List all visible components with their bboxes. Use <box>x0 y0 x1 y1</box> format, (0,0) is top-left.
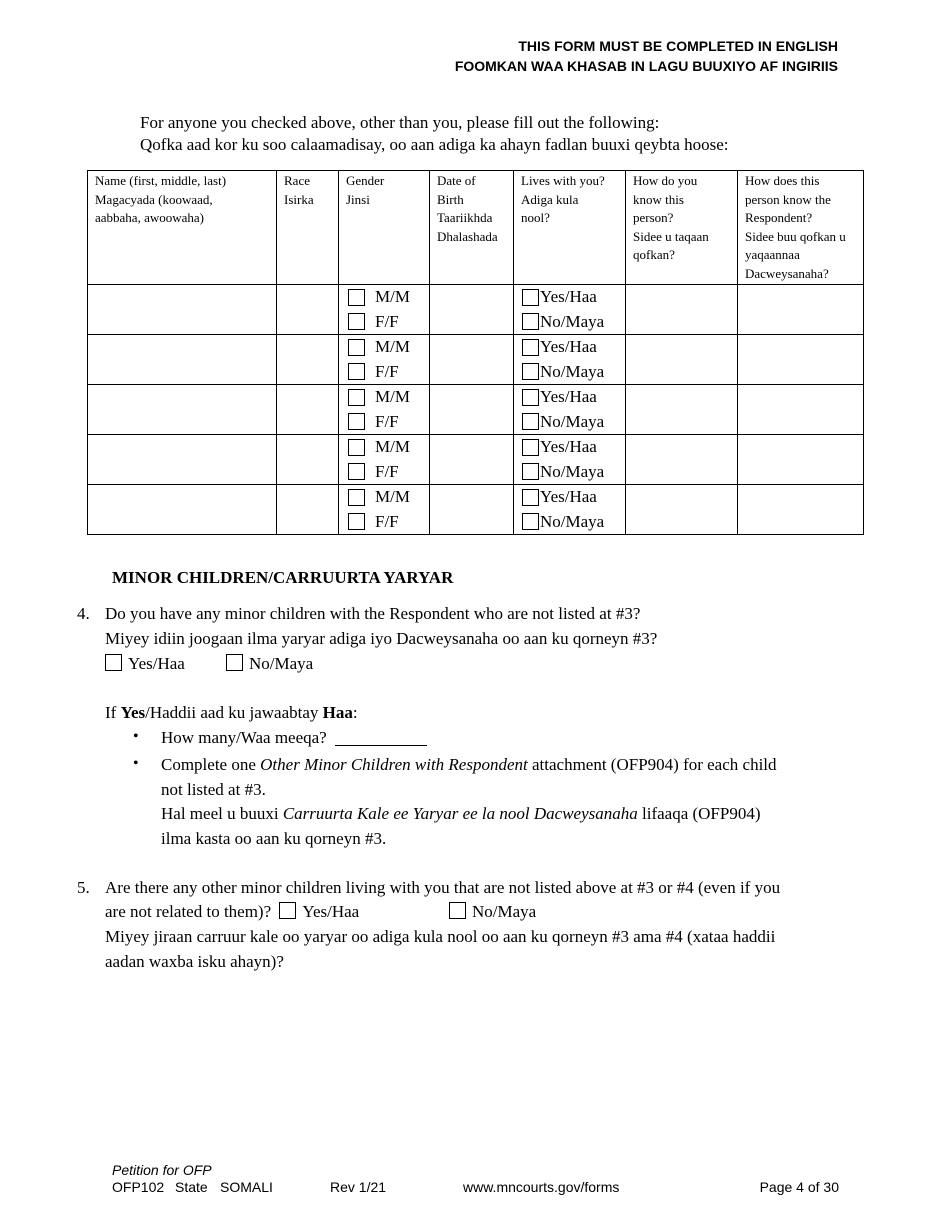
lives-no-label: No/Maya <box>540 461 605 481</box>
lives-no-checkbox[interactable] <box>522 363 539 380</box>
lives-yes-option <box>514 285 625 310</box>
footer-rev: Rev 1/21 <box>330 1179 387 1195</box>
lives-yes-label: Yes/Haa <box>540 387 597 407</box>
lives-yes-option <box>514 485 625 510</box>
gender-female-label: F/F <box>375 461 399 481</box>
lives-with-cell <box>514 485 626 535</box>
race-cell[interactable] <box>277 335 339 385</box>
footer-url[interactable]: www.mncourts.gov/forms <box>463 1179 620 1195</box>
q4-how-many <box>161 726 427 751</box>
lives-yes-label: Yes/Haa <box>540 287 597 307</box>
lives-no-option <box>514 460 625 485</box>
lives-with-cell <box>514 285 626 335</box>
gender-male-label: M/M <box>375 387 410 407</box>
header-respondent-know: How does this person know the Respondent? Sidee buu qofkan u yaqaannaa Dacweysanaha? <box>738 171 864 285</box>
gender-cell <box>339 285 430 335</box>
race-cell[interactable] <box>277 435 339 485</box>
how-know-cell[interactable] <box>626 335 738 385</box>
gender-male-checkbox[interactable] <box>348 289 365 306</box>
lives-no-label: No/Maya <box>540 361 605 381</box>
gender-male-option <box>339 485 429 510</box>
lives-yes-label: Yes/Haa <box>540 487 597 507</box>
q4-no-option <box>226 652 313 677</box>
how-know-cell[interactable] <box>626 285 738 335</box>
lives-no-label: No/Maya <box>540 311 605 331</box>
dob-cell[interactable] <box>430 485 514 535</box>
q5-yes-label: Yes/Haa <box>302 902 360 921</box>
gender-cell <box>339 485 430 535</box>
gender-female-checkbox[interactable] <box>348 513 365 530</box>
lives-with-cell <box>514 435 626 485</box>
gender-cell <box>339 385 430 435</box>
lives-no-label: No/Maya <box>540 411 605 431</box>
race-cell[interactable] <box>277 285 339 335</box>
gender-cell <box>339 335 430 385</box>
gender-female-label: F/F <box>375 361 399 381</box>
lives-no-checkbox[interactable] <box>522 463 539 480</box>
household-members-table <box>87 170 864 535</box>
name-cell[interactable] <box>88 435 277 485</box>
q4-english: Do you have any minor children with the Respondent who are not listed at #3? <box>105 604 641 623</box>
race-cell[interactable] <box>277 485 339 535</box>
q4-yes-label: Yes/Haa <box>128 654 185 673</box>
gender-female-checkbox[interactable] <box>348 363 365 380</box>
q4-if-yes: If Yes/Haddii aad ku jawaabtay Haa: <box>105 703 358 722</box>
q4-number: 4. <box>77 604 90 623</box>
table-row <box>88 335 864 385</box>
q5-yes-checkbox[interactable] <box>279 902 296 919</box>
q4-yes-checkbox[interactable] <box>105 654 122 671</box>
dob-cell[interactable] <box>430 285 514 335</box>
lives-no-option <box>514 310 625 335</box>
lives-yes-checkbox[interactable] <box>522 489 539 506</box>
header-race: Race Isirka <box>277 171 339 285</box>
lives-no-option <box>514 360 625 385</box>
lives-yes-label: Yes/Haa <box>540 437 597 457</box>
footer-form-id: OFP102 <box>112 1179 165 1195</box>
gender-male-option <box>339 385 429 410</box>
lives-with-cell <box>514 385 626 435</box>
q5-number: 5. <box>77 878 90 897</box>
bullet-icon: • <box>133 728 139 745</box>
gender-female-checkbox[interactable] <box>348 463 365 480</box>
lives-with-cell <box>514 335 626 385</box>
gender-male-label: M/M <box>375 487 410 507</box>
header-line-somali: FOOMKAN WAA KHASAB IN LAGU BUUXIYO AF INGIRIIS <box>454 58 838 74</box>
gender-male-label: M/M <box>375 287 410 307</box>
gender-female-checkbox[interactable] <box>348 313 365 330</box>
gender-male-checkbox[interactable] <box>348 389 365 406</box>
how-know-cell[interactable] <box>626 485 738 535</box>
gender-female-label: F/F <box>375 511 399 531</box>
header-line-english: THIS FORM MUST BE COMPLETED IN ENGLISH <box>518 38 838 54</box>
q5-somali-line2: aadan waxba isku ahayn)? <box>105 952 284 971</box>
q4-how-many-label: How many/Waa meeqa? <box>161 728 327 747</box>
table-row <box>88 435 864 485</box>
q5-no-option <box>449 900 536 925</box>
q5-no-checkbox[interactable] <box>449 902 466 919</box>
footer-title: Petition for OFP <box>112 1162 212 1178</box>
lives-no-option <box>514 410 625 435</box>
lives-yes-checkbox[interactable] <box>522 439 539 456</box>
q4-no-checkbox[interactable] <box>226 654 243 671</box>
respondent-know-cell[interactable] <box>738 385 864 435</box>
footer-page: Page 4 of 30 <box>759 1179 839 1195</box>
race-cell[interactable] <box>277 385 339 435</box>
lives-yes-option <box>514 335 625 360</box>
respondent-know-cell[interactable] <box>738 485 864 535</box>
dob-cell[interactable] <box>430 335 514 385</box>
lives-yes-checkbox[interactable] <box>522 289 539 306</box>
gender-female-option <box>339 360 429 385</box>
q4-no-label: No/Maya <box>249 654 314 673</box>
header-name: Name (first, middle, last) Magacyada (koowaad, aabbaha, awoowaha) <box>88 171 277 285</box>
name-cell[interactable] <box>88 335 277 385</box>
q5-somali-line1: Miyey jiraan carruur kale oo yaryar oo adiga kula nool oo aan ku qorneyn #3 ama #4 (xataa haddii <box>105 927 776 946</box>
name-cell[interactable] <box>88 285 277 335</box>
q4-complete-line2: not listed at #3. <box>161 780 266 799</box>
q4-somali-line2: ilma kasta oo aan ku qorneyn #3. <box>161 829 387 848</box>
name-cell[interactable] <box>88 385 277 435</box>
gender-male-checkbox[interactable] <box>348 339 365 356</box>
gender-male-label: M/M <box>375 437 410 457</box>
footer-state: State <box>175 1179 208 1195</box>
dob-cell[interactable] <box>430 435 514 485</box>
respondent-know-cell[interactable] <box>738 285 864 335</box>
lives-yes-option <box>514 385 625 410</box>
gender-cell <box>339 435 430 485</box>
header-gender: Gender Jinsi <box>339 171 430 285</box>
respondent-know-cell[interactable] <box>738 435 864 485</box>
gender-male-option <box>339 435 429 460</box>
form-header <box>455 36 838 76</box>
q4-somali: Miyey idiin joogaan ilma yaryar adiga iyo Dacweysanaha oo aan ku qorneyn #3? <box>105 629 658 648</box>
header-lives-with: Lives with you? Adiga kula nool? <box>514 171 626 285</box>
lives-no-label: No/Maya <box>540 511 605 531</box>
gender-female-option <box>339 460 429 485</box>
name-cell[interactable] <box>88 485 277 535</box>
intro-english: For anyone you checked above, other than you, please fill out the following: <box>140 113 660 132</box>
gender-female-label: F/F <box>375 411 399 431</box>
respondent-know-cell[interactable] <box>738 335 864 385</box>
table-header-row <box>88 171 864 285</box>
table-row <box>88 385 864 435</box>
lives-no-checkbox[interactable] <box>522 413 539 430</box>
q5-no-label: No/Maya <box>472 902 537 921</box>
q4-yes-option <box>105 652 185 677</box>
how-know-cell[interactable] <box>626 435 738 485</box>
table-row <box>88 485 864 535</box>
header-dob: Date of Birth Taariikhda Dhalashada <box>430 171 514 285</box>
gender-male-option <box>339 335 429 360</box>
gender-male-checkbox[interactable] <box>348 439 365 456</box>
gender-male-option <box>339 285 429 310</box>
gender-female-checkbox[interactable] <box>348 413 365 430</box>
q5-english-line1: Are there any other minor children living with you that are not listed above at #3 or #4 (even if you <box>105 878 781 897</box>
how-many-input[interactable] <box>335 727 427 746</box>
table-row <box>88 285 864 335</box>
q4-somali-line1: Hal meel u buuxi Carruurta Kale ee Yaryar ee la nool Dacweysanaha lifaaqa (OFP904) <box>161 804 761 823</box>
gender-female-option <box>339 410 429 435</box>
bullet-icon: • <box>133 755 139 772</box>
gender-female-option <box>339 510 429 535</box>
lives-no-option <box>514 510 625 535</box>
footer-language: SOMALI <box>220 1179 273 1195</box>
intro-somali: Qofka aad kor ku soo calaamadisay, oo aan adiga ka ahayn fadlan buuxi qeybta hoose: <box>140 135 729 154</box>
lives-no-checkbox[interactable] <box>522 313 539 330</box>
q4-complete-line1: Complete one Other Minor Children with Respondent attachment (OFP904) for each child <box>161 755 777 774</box>
q5-english-line2: are not related to them)? Yes/Haa <box>105 902 360 921</box>
header-how-know: How do you know this person? Sidee u taqaan qofkan? <box>626 171 738 285</box>
section-title: MINOR CHILDREN/CARRUURTA YARYAR <box>112 568 454 587</box>
lives-yes-option <box>514 435 625 460</box>
lives-no-checkbox[interactable] <box>522 513 539 530</box>
gender-female-label: F/F <box>375 311 399 331</box>
dob-cell[interactable] <box>430 385 514 435</box>
gender-male-label: M/M <box>375 337 410 357</box>
gender-female-option <box>339 310 429 335</box>
lives-yes-label: Yes/Haa <box>540 337 597 357</box>
how-know-cell[interactable] <box>626 385 738 435</box>
lives-yes-checkbox[interactable] <box>522 339 539 356</box>
gender-male-checkbox[interactable] <box>348 489 365 506</box>
lives-yes-checkbox[interactable] <box>522 389 539 406</box>
